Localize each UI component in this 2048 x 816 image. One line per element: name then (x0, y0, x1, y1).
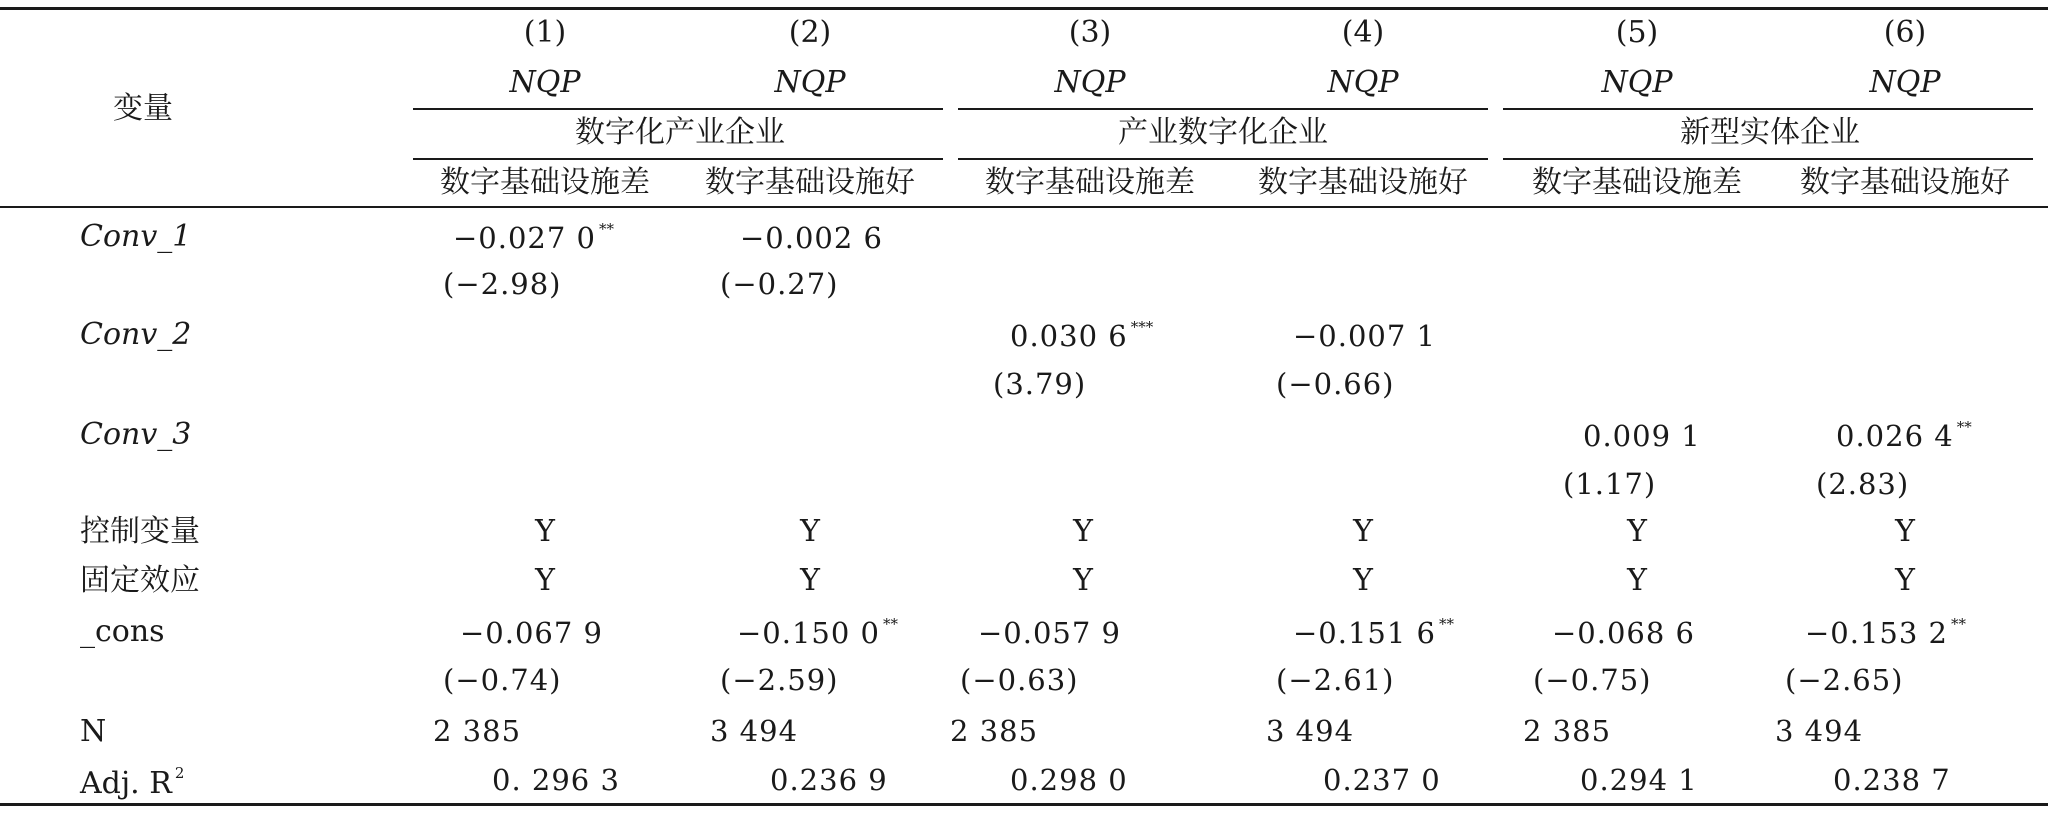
significance-stars: ** (1951, 615, 1966, 633)
significance-stars: ** (1439, 615, 1454, 633)
col-number-5: (5) (1615, 15, 1659, 50)
conv2-coef-2: −0.007 1 (1293, 319, 1436, 353)
n-value-6: 3 494 (1775, 714, 1864, 748)
conv3-t-2: (2.83) (1816, 467, 1910, 501)
controls-value-2: Y (800, 514, 820, 549)
fixed-value-2: Y (800, 563, 820, 598)
group-rule-1 (413, 108, 943, 110)
conv2-coef-1: 0.030 6 *** (1010, 318, 1154, 353)
bottom-rule (0, 803, 2048, 806)
cons-coef-2: −0.150 0 ** (737, 615, 898, 650)
cons-coef-3: −0.057 9 (978, 616, 1121, 650)
conv1-coef-1: −0.027 0 ** (453, 220, 614, 255)
top-rule (0, 7, 2048, 10)
adjr2-value-4: 0.237 0 (1323, 763, 1441, 797)
controls-value-4: Y (1353, 514, 1373, 549)
n-value-1: 2 385 (433, 714, 522, 748)
col-number-6: (6) (1883, 15, 1927, 50)
group-header-2: 产业数字化企业 (1118, 115, 1328, 150)
conv3-coef-2: 0.026 4 ** (1836, 418, 1972, 453)
n-value-3: 2 385 (950, 714, 1039, 748)
row-label-cons: _cons (80, 614, 165, 649)
adjr2-value-2: 0.236 9 (770, 763, 888, 797)
adjr2-value-6: 0.238 7 (1833, 763, 1951, 797)
controls-value-3: Y (1073, 514, 1093, 549)
col-number-1: (1) (523, 15, 567, 50)
subgroup-header-1: 数字基础设施差 (440, 165, 650, 200)
controls-value-1: Y (535, 514, 555, 549)
conv2-t-2: (−0.66) (1276, 367, 1395, 401)
subgroup-header-6: 数字基础设施好 (1800, 165, 2010, 200)
dep-var-4: NQP (1327, 65, 1399, 100)
controls-value-5: Y (1627, 514, 1647, 549)
significance-stars: *** (1130, 318, 1154, 336)
cons-t-1: (−0.74) (443, 663, 562, 697)
dep-var-1: NQP (509, 65, 581, 100)
subgroup-rule-2 (958, 158, 1488, 160)
group-header-1: 数字化产业企业 (575, 115, 785, 150)
conv1-t-2: (−0.27) (720, 267, 839, 301)
row-label-fixed: 固定效应 (80, 563, 200, 598)
col-number-4: (4) (1341, 15, 1385, 50)
dep-var-3: NQP (1054, 65, 1126, 100)
cons-t-2: (−2.59) (720, 663, 839, 697)
row-label-conv3: Conv_3 (80, 417, 192, 452)
controls-value-6: Y (1895, 514, 1915, 549)
dep-var-5: NQP (1601, 65, 1673, 100)
subgroup-header-2: 数字基础设施好 (705, 165, 915, 200)
cons-coef-5: −0.068 6 (1552, 616, 1695, 650)
subgroup-header-5: 数字基础设施差 (1532, 165, 1742, 200)
cons-t-3: (−0.63) (960, 663, 1079, 697)
cons-t-4: (−2.61) (1276, 663, 1395, 697)
row-label-conv1: Conv_1 (80, 219, 192, 254)
fixed-value-5: Y (1627, 563, 1647, 598)
significance-stars: ** (599, 220, 614, 238)
row-label-controls: 控制变量 (80, 514, 200, 549)
group-header-3: 新型实体企业 (1680, 115, 1860, 150)
subgroup-rule-1 (413, 158, 943, 160)
group-rule-3 (1503, 108, 2033, 110)
significance-stars: ** (1956, 418, 1972, 436)
fixed-value-1: Y (535, 563, 555, 598)
conv3-coef-1: 0.009 1 (1583, 419, 1701, 453)
cons-coef-6: −0.153 2 ** (1805, 615, 1966, 650)
row-label-adjr2: Adj. R $^2$ (80, 764, 185, 801)
col-number-3: (3) (1068, 15, 1112, 50)
header-bottom-rule (0, 206, 2048, 208)
n-value-5: 2 385 (1523, 714, 1612, 748)
conv1-coef-2: −0.002 6 (740, 221, 883, 255)
variable-header: 变量 (113, 91, 173, 126)
cons-coef-1: −0.067 9 (460, 616, 603, 650)
cons-t-6: (−2.65) (1785, 663, 1904, 697)
adjr2-value-1: 0. 296 3 (492, 763, 620, 797)
significance-stars: ** (883, 615, 898, 633)
adjr2-value-3: 0.298 0 (1010, 763, 1128, 797)
cons-coef-4: −0.151 6 ** (1293, 615, 1454, 650)
subgroup-rule-3 (1503, 158, 2033, 160)
row-label-conv2: Conv_2 (80, 317, 192, 352)
dep-var-6: NQP (1869, 65, 1941, 100)
dep-var-2: NQP (774, 65, 846, 100)
fixed-value-3: Y (1073, 563, 1093, 598)
conv1-t-1: (−2.98) (443, 267, 562, 301)
col-number-2: (2) (788, 15, 832, 50)
row-label-n: N (80, 714, 107, 749)
fixed-value-4: Y (1353, 563, 1373, 598)
adjr2-value-5: 0.294 1 (1580, 763, 1698, 797)
conv3-t-1: (1.17) (1563, 467, 1657, 501)
fixed-value-6: Y (1895, 563, 1915, 598)
subgroup-header-4: 数字基础设施好 (1258, 165, 1468, 200)
cons-t-5: (−0.75) (1533, 663, 1652, 697)
subgroup-header-3: 数字基础设施差 (985, 165, 1195, 200)
group-rule-2 (958, 108, 1488, 110)
conv2-t-1: (3.79) (993, 367, 1087, 401)
n-value-2: 3 494 (710, 714, 799, 748)
n-value-4: 3 494 (1266, 714, 1355, 748)
